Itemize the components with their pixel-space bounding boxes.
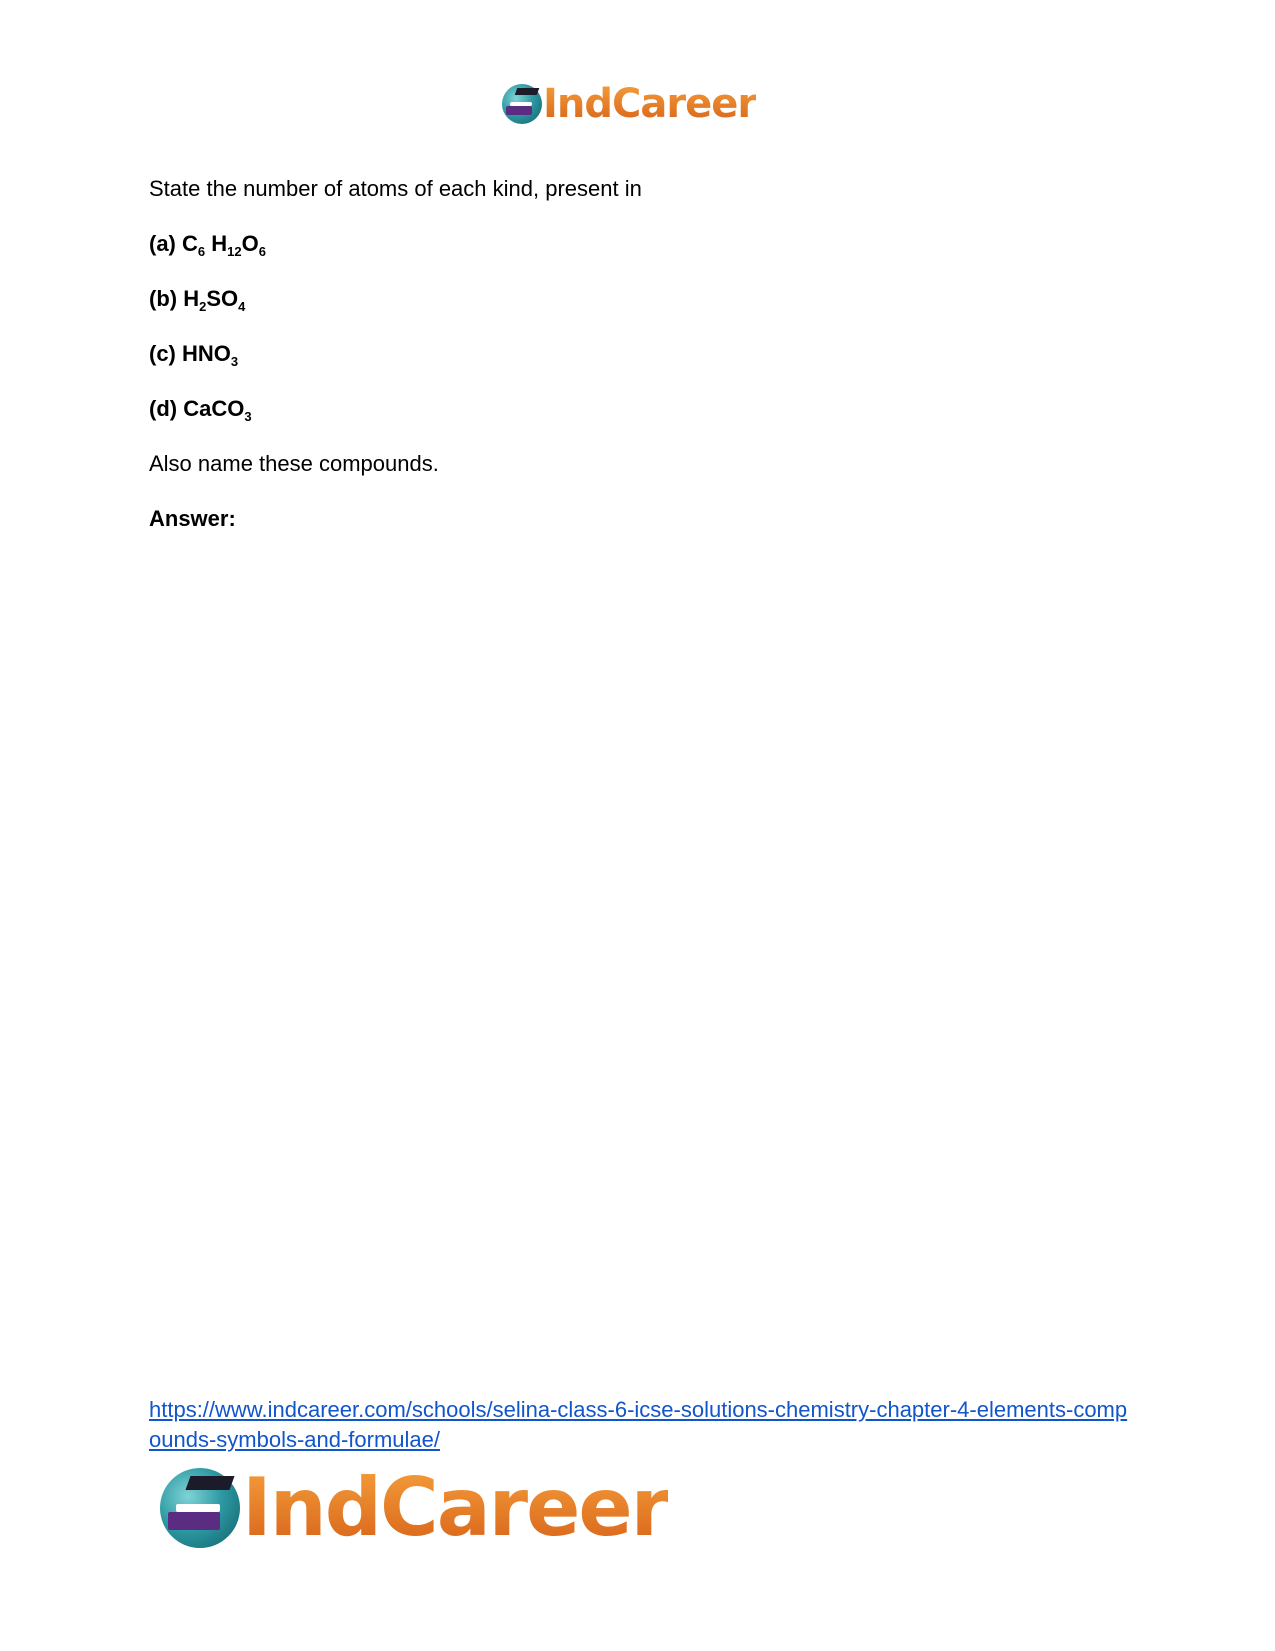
item-label: (a)	[149, 231, 176, 256]
item-label: (c)	[149, 341, 176, 366]
globe-graduation-cap-books-icon	[502, 84, 542, 124]
answer-label: Answer:	[149, 506, 236, 531]
question-item-a	[149, 231, 1129, 286]
item-label: (b)	[149, 286, 178, 311]
chemical-formula: CaCO$_3$	[183, 396, 252, 424]
question-outro: Also name these compounds.	[149, 451, 439, 476]
question-item-c	[149, 341, 1129, 396]
header-logo	[502, 80, 756, 128]
source-link[interactable]: https://www.indcareer.com/schools/selina-class-6-icse-solutions-chemistry-chapter-4-elements-compounds-symbols-and-formulae/	[149, 1397, 1128, 1452]
question-intro: State the number of atoms of each kind, present in	[149, 176, 642, 201]
question-body	[149, 176, 1129, 561]
question-item-b	[149, 286, 1129, 341]
logo-wordmark: IndCareer	[543, 81, 757, 127]
logo-wordmark: IndCareer	[242, 1461, 669, 1554]
chemical-formula: $HNO_3$	[182, 341, 239, 369]
item-label: (d)	[149, 396, 178, 421]
globe-graduation-cap-books-icon	[160, 1468, 240, 1548]
footer-logo	[160, 1463, 668, 1553]
question-item-d	[149, 396, 1129, 451]
chemical-formula: $C_6$ $H_{12}O_6$	[182, 231, 266, 259]
chemical-formula: $H_2SO_4$	[183, 286, 246, 314]
